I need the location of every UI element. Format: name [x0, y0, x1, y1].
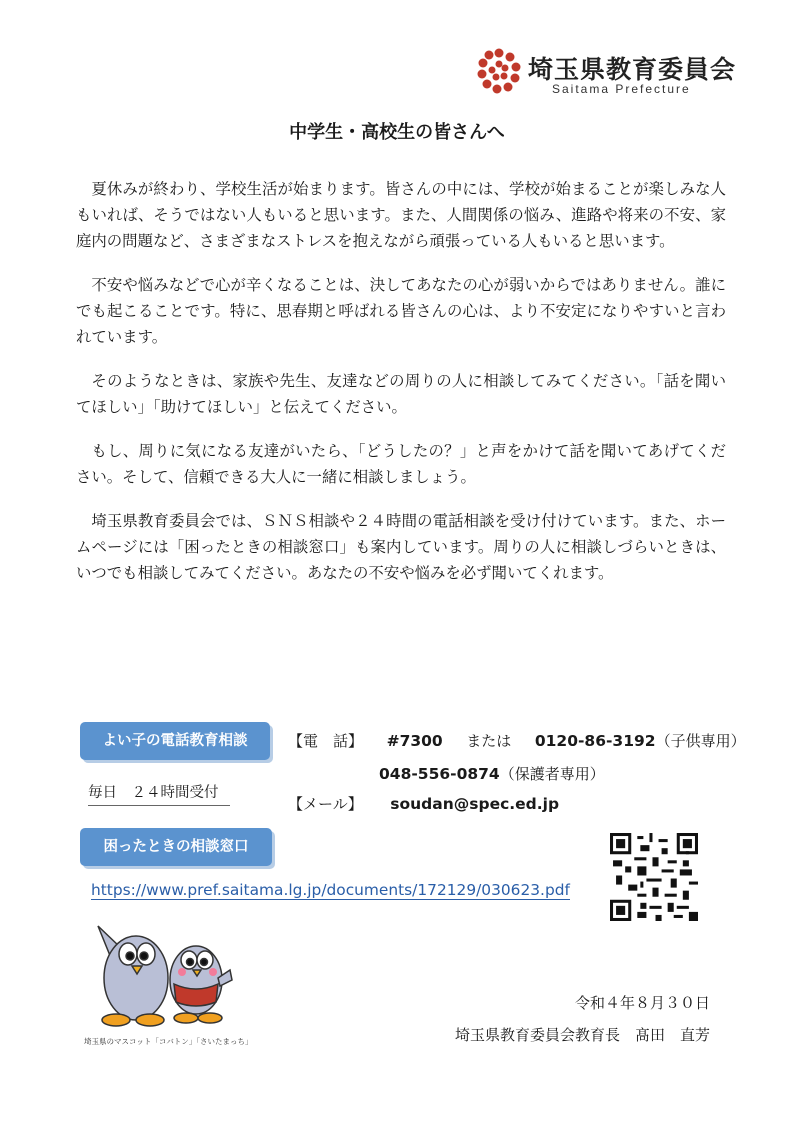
paragraph: 埼玉県教育委員会では、ＳＮＳ相談や２４時間の電話相談を受け付けています。また、ホームページには「困ったときの相談窓口」も案内しています。周りの人に相談しづらいときは、いつでも相談してみてください。あなたの不安や悩みを必ず聞いてくれます。 — [76, 512, 726, 582]
consult-label-badge: 困ったときの相談窓口 — [80, 828, 272, 866]
org-logo — [474, 46, 737, 102]
org-name: 埼玉県教育委員会 — [528, 55, 737, 84]
mail-address[interactable]: soudan@spec.ed.jp — [390, 795, 560, 813]
letter-body — [76, 176, 726, 604]
org-name-en: Saitama Prefecture — [552, 82, 691, 96]
mail-row — [288, 793, 559, 814]
phone-child[interactable]: 0120-86-3192 — [534, 732, 656, 750]
phone-parent[interactable]: 048-556-0874 — [379, 765, 500, 783]
hotline-label-badge: よい子の電話教育相談 — [80, 722, 270, 760]
phone-label: 【電 話】 — [288, 732, 364, 750]
paragraph: そのようなときは、家族や先生、友達などの周りの人に相談してみてください。「話を聞いてほしい」「助けてほしい」と伝えてください。 — [76, 372, 726, 416]
page-title: 中学生・高校生の皆さんへ — [289, 122, 505, 143]
or-text: または — [466, 732, 512, 750]
mail-label: 【メール】 — [288, 795, 363, 813]
qr-code-icon[interactable] — [610, 833, 698, 921]
paragraph: 夏休みが終わり、学校生活が始まります。皆さんの中には、学校が始まることが楽しみな人もいれば、そうではない人もいると思います。また、人間関係の悩み、進路や将来の不安、家庭内の問題など、さまざまなストレスを抱えながら頑張っている人もいると思います。 — [76, 180, 726, 250]
consult-url-link[interactable]: https://www.pref.saitama.lg.jp/documents/172129/030623.pdf — [91, 881, 570, 899]
hotline-hours: 毎日 ２４時間受付 — [88, 781, 230, 806]
mascot-illustration — [86, 918, 236, 1030]
letter-date: 令和４年８月３０日 — [574, 994, 710, 1012]
paragraph: もし、周りに気になる友達がいたら、「どうしたの？」と声をかけて話を聞いてあげてください。そして、信頼できる大人に一緒に相談しましょう。 — [76, 442, 726, 486]
phone-short[interactable]: #7300 — [386, 732, 443, 750]
phone-child-note: （子供専用） — [655, 732, 746, 750]
mascot-caption: 埼玉県のマスコット「コバトン」「さいたまっち」 — [84, 1037, 253, 1046]
flower-logo-icon — [474, 46, 524, 96]
paragraph: 不安や悩みなどで心が辛くなることは、決してあなたの心が弱いからではありません。誰にでも起こることです。特に、思春期と呼ばれる皆さんの心は、より不安定になりやすいと言われています。 — [76, 276, 726, 346]
phone-parent-note: （保護者専用） — [499, 765, 605, 783]
phone-parent-row — [379, 763, 605, 784]
letter-signer: 埼玉県教育委員会教育長 髙田 直芳 — [454, 1026, 710, 1044]
phone-row — [288, 730, 746, 751]
